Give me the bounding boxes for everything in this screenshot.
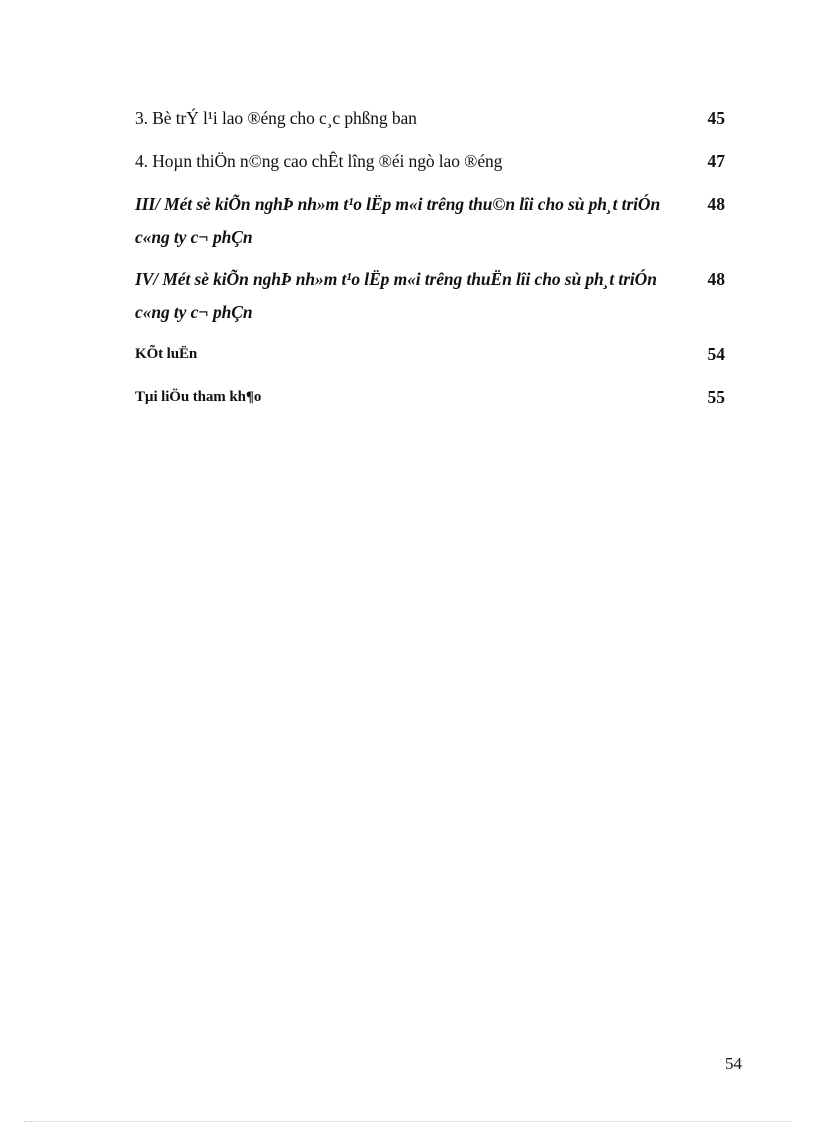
toc-entry-page: 48	[707, 194, 725, 214]
toc-entry-title: 3. Bè trÝ l¹i lao ®éng cho c¸c phßng ban	[135, 108, 417, 128]
toc-entry-2	[135, 145, 725, 178]
toc-entry-title: KÕt luËn	[135, 346, 198, 362]
toc-entry-page: 47	[707, 151, 725, 171]
toc-entry-4	[135, 263, 725, 329]
toc-entry-5	[135, 338, 725, 371]
toc-entry-3	[135, 188, 725, 254]
toc-entry-page: 48	[707, 269, 725, 289]
toc-entry-page: 55	[707, 387, 725, 407]
toc-entry-title: III/ Mét sè kiÕn nghÞ nh»m t¹o lËp m«i trêng thu©n lîi cho sù ph¸t triÓn c«ng ty c¬ phÇn	[135, 194, 661, 247]
toc-entry-page: 54	[707, 344, 725, 364]
toc-entry-title: IV/ Mét sè kiÕn nghÞ nh»m t¹o lËp m«i trêng thuËn lîi cho sù ph¸t triÓn c«ng ty c¬ phÇn	[135, 269, 657, 322]
toc-entry-page: 45	[707, 108, 725, 128]
toc-entry-title: 4. Hoµn thiÖn n©ng cao chÊt lîng ®éi ngò lao ®éng	[135, 151, 503, 171]
toc-entry-1	[135, 102, 725, 135]
toc-entry-title: Tµi liÖu tham kh¶o	[135, 389, 262, 405]
toc-entry-6	[135, 381, 725, 414]
footer-divider	[24, 1121, 792, 1122]
page-number: 54	[725, 1054, 742, 1073]
